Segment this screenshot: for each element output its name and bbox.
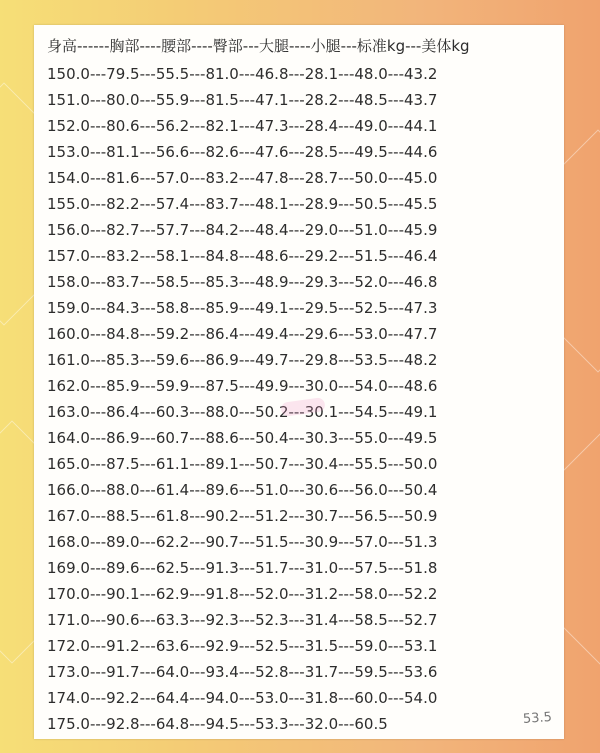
table-row: 170.0---90.1---62.9---91.8---52.0---31.2---58.0---52.2: [47, 585, 438, 603]
table-row: 163.0---86.4---60.3---88.0---50.2---30.1---54.5---49.1: [47, 403, 438, 421]
table-row: 159.0---84.3---58.8---85.9---49.1---29.5---52.5---47.3: [47, 299, 438, 317]
table-header: 身高------胸部----腰部----臀部---大腿----小腿---标准kg---美体kg: [47, 37, 470, 55]
table-row: 164.0---86.9---60.7---88.6---50.4---30.3---55.0---49.5: [47, 429, 438, 447]
table-row: 160.0---84.8---59.2---86.4---49.4---29.6---53.0---47.7: [47, 325, 438, 343]
table-row: 172.0---91.2---63.6---92.9---52.5---31.5---59.0---53.1: [47, 637, 438, 655]
table-row: 166.0---88.0---61.4---89.6---51.0---30.6---56.0---50.4: [47, 481, 438, 499]
table-row: 157.0---83.2---58.1---84.8---48.6---29.2---51.5---46.4: [47, 247, 438, 265]
table-row: 169.0---89.6---62.5---91.3---51.7---31.0---57.5---51.8: [47, 559, 438, 577]
table-row: 168.0---89.0---62.2---90.7---51.5---30.9---57.0---51.3: [47, 533, 438, 551]
table-row: 175.0---92.8---64.8---94.5---53.3---32.0---60.5: [47, 715, 388, 733]
table-row: 165.0---87.5---61.1---89.1---50.7---30.4---55.5---50.0: [47, 455, 438, 473]
table-row: 152.0---80.6---56.2---82.1---47.3---28.4---49.0---44.1: [47, 117, 438, 135]
table-row: 161.0---85.3---59.6---86.9---49.7---29.8---53.5---48.2: [47, 351, 438, 369]
table-row: 150.0---79.5---55.5---81.0---46.8---28.1---48.0---43.2: [47, 65, 438, 83]
table-row: 162.0---85.9---59.9---87.5---49.9---30.0---54.0---48.6: [47, 377, 438, 395]
table-row: 155.0---82.2---57.4---83.7---48.1---28.9---50.5---45.5: [47, 195, 438, 213]
table-row: 167.0---88.5---61.8---90.2---51.2---30.7---56.5---50.9: [47, 507, 438, 525]
table-row: 173.0---91.7---64.0---93.4---52.8---31.7---59.5---53.6: [47, 663, 438, 681]
handwritten-scribble: 53.5: [522, 710, 553, 727]
table-row: 158.0---83.7---58.5---85.3---48.9---29.3---52.0---46.8: [47, 273, 438, 291]
table-row: 174.0---92.2---64.4---94.0---53.0---31.8---60.0---54.0: [47, 689, 438, 707]
measurement-document: [34, 25, 564, 739]
table-row: 153.0---81.1---56.6---82.6---47.6---28.5---49.5---44.6: [47, 143, 438, 161]
table-row: 151.0---80.0---55.9---81.5---47.1---28.2---48.5---43.7: [47, 91, 438, 109]
table-row: 171.0---90.6---63.3---92.3---52.3---31.4---58.5---52.7: [47, 611, 438, 629]
table-row: 156.0---82.7---57.7---84.2---48.4---29.0---51.0---45.9: [47, 221, 438, 239]
table-row: 154.0---81.6---57.0---83.2---47.8---28.7---50.0---45.0: [47, 169, 438, 187]
